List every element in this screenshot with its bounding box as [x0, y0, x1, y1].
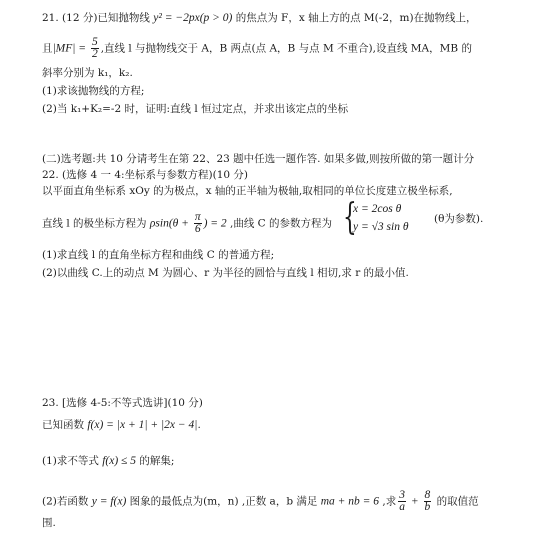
mf-expression: |MF| = [52, 42, 89, 55]
eight-over-b-fraction [424, 490, 432, 513]
parabola-equation: y² = −2px(p > 0) [153, 12, 233, 24]
function-y: y = f(x) [91, 495, 127, 508]
q23-line2 [42, 418, 201, 432]
polar-equation-part1: ρsin(θ + [149, 217, 192, 230]
q23-part2-intro: (2)若函数 [42, 495, 92, 508]
q21-line1 [42, 11, 477, 25]
q22-title: 22. (选修 4 一 4:坐标系与参数方程)(10 分) [42, 169, 249, 181]
q21-intro-cont: 的焦点为 F，x 轴上方的点 M(-2，m)在抛物线上， [232, 12, 477, 24]
fraction-denominator: a [399, 501, 405, 513]
fraction-numerator: 3 [399, 489, 405, 501]
q22-line3: 以平面直角坐标系 xOy 的为极点，x 轴的正半轴为极轴,取相同的单位长度建立极坐标系, [42, 185, 453, 197]
q23-part1 [42, 454, 174, 468]
q22-instructions: (二)选考题:共 10 分请考生在第 22、23 题中任选一题作答. 如果多做,则按所做的第一题计分 [42, 153, 475, 165]
q22-part2: (2)以曲线 C.上的动点 M 为圆心、r 为半径的圆恰与直线 l 相切,求 r 的最小值. [42, 267, 409, 279]
fraction-denominator: 6 [194, 223, 201, 235]
polar-equation-part2: ) = 2 [203, 217, 227, 230]
q23-part2 [42, 490, 479, 513]
q21-line2-text: ,直线 l 与抛物线交于 A，B 两点(点 A，B 与点 M 不重合),设直线 MA，MB 的 [100, 42, 472, 55]
inequality: f(x) ≤ 5 [102, 455, 136, 467]
q23-part1-end: 的解集; [136, 455, 175, 467]
q21-part1: (1)求该抛物线的方程; [42, 85, 145, 97]
three-over-a-fraction [398, 490, 406, 513]
q22-polar-intro: 直线 l 的极坐标方程为 [42, 217, 150, 230]
q23-title: 23. [选修 4-5:不等式选讲](10 分) [42, 397, 203, 409]
q23-range: 的取值范 [433, 495, 479, 508]
q22-part1: (1)求直线 l 的直角坐标方程和曲线 C 的普通方程; [42, 249, 275, 261]
q23-find: ,求 [379, 495, 397, 508]
fraction-numerator: π [194, 211, 201, 223]
param-eq-x: x = 2cos θ [353, 203, 402, 215]
fraction-numerator: 8 [424, 489, 431, 501]
five-halves-fraction [91, 37, 99, 60]
q22-line4 [42, 212, 332, 235]
q23-part1-intro: (1)求不等式 [42, 455, 103, 467]
function-definition: f(x) = |x + 1| + |2x − 4| [87, 419, 198, 431]
plus-sign: + [407, 495, 422, 508]
q23-line5: 围. [42, 517, 56, 529]
fraction-numerator: 5 [91, 36, 98, 48]
fraction-denominator: b [424, 501, 431, 513]
constraint-equation: ma + nb = 6 [320, 495, 380, 508]
brace-symbol: { [343, 197, 357, 238]
period: . [197, 419, 201, 431]
q23-part2-text: 图象的最低点为(m，n) ,正数 a，b 满足 [126, 495, 321, 508]
q21-line3: 斜率分别为 k₁，k₂. [42, 67, 133, 79]
q22-param-note: (θ为参数). [434, 213, 484, 225]
q21-intro: 21. (12 分)已知抛物线 [42, 12, 154, 24]
q21-text-and: 且 [42, 42, 53, 55]
param-eq-y: y = √3 sin θ [353, 221, 409, 233]
pi-over-six-fraction [194, 212, 202, 235]
q21-line2 [42, 37, 472, 60]
q22-param-intro: ,曲线 C 的参数方程为 [226, 217, 333, 230]
q23-function-intro: 已知函数 [42, 419, 88, 431]
fraction-denominator: 2 [91, 48, 98, 60]
q21-part2: (2)当 k₁+K₂=-2 时，证明:直线 l 恒过定点，并求出该定点的坐标 [42, 103, 349, 115]
